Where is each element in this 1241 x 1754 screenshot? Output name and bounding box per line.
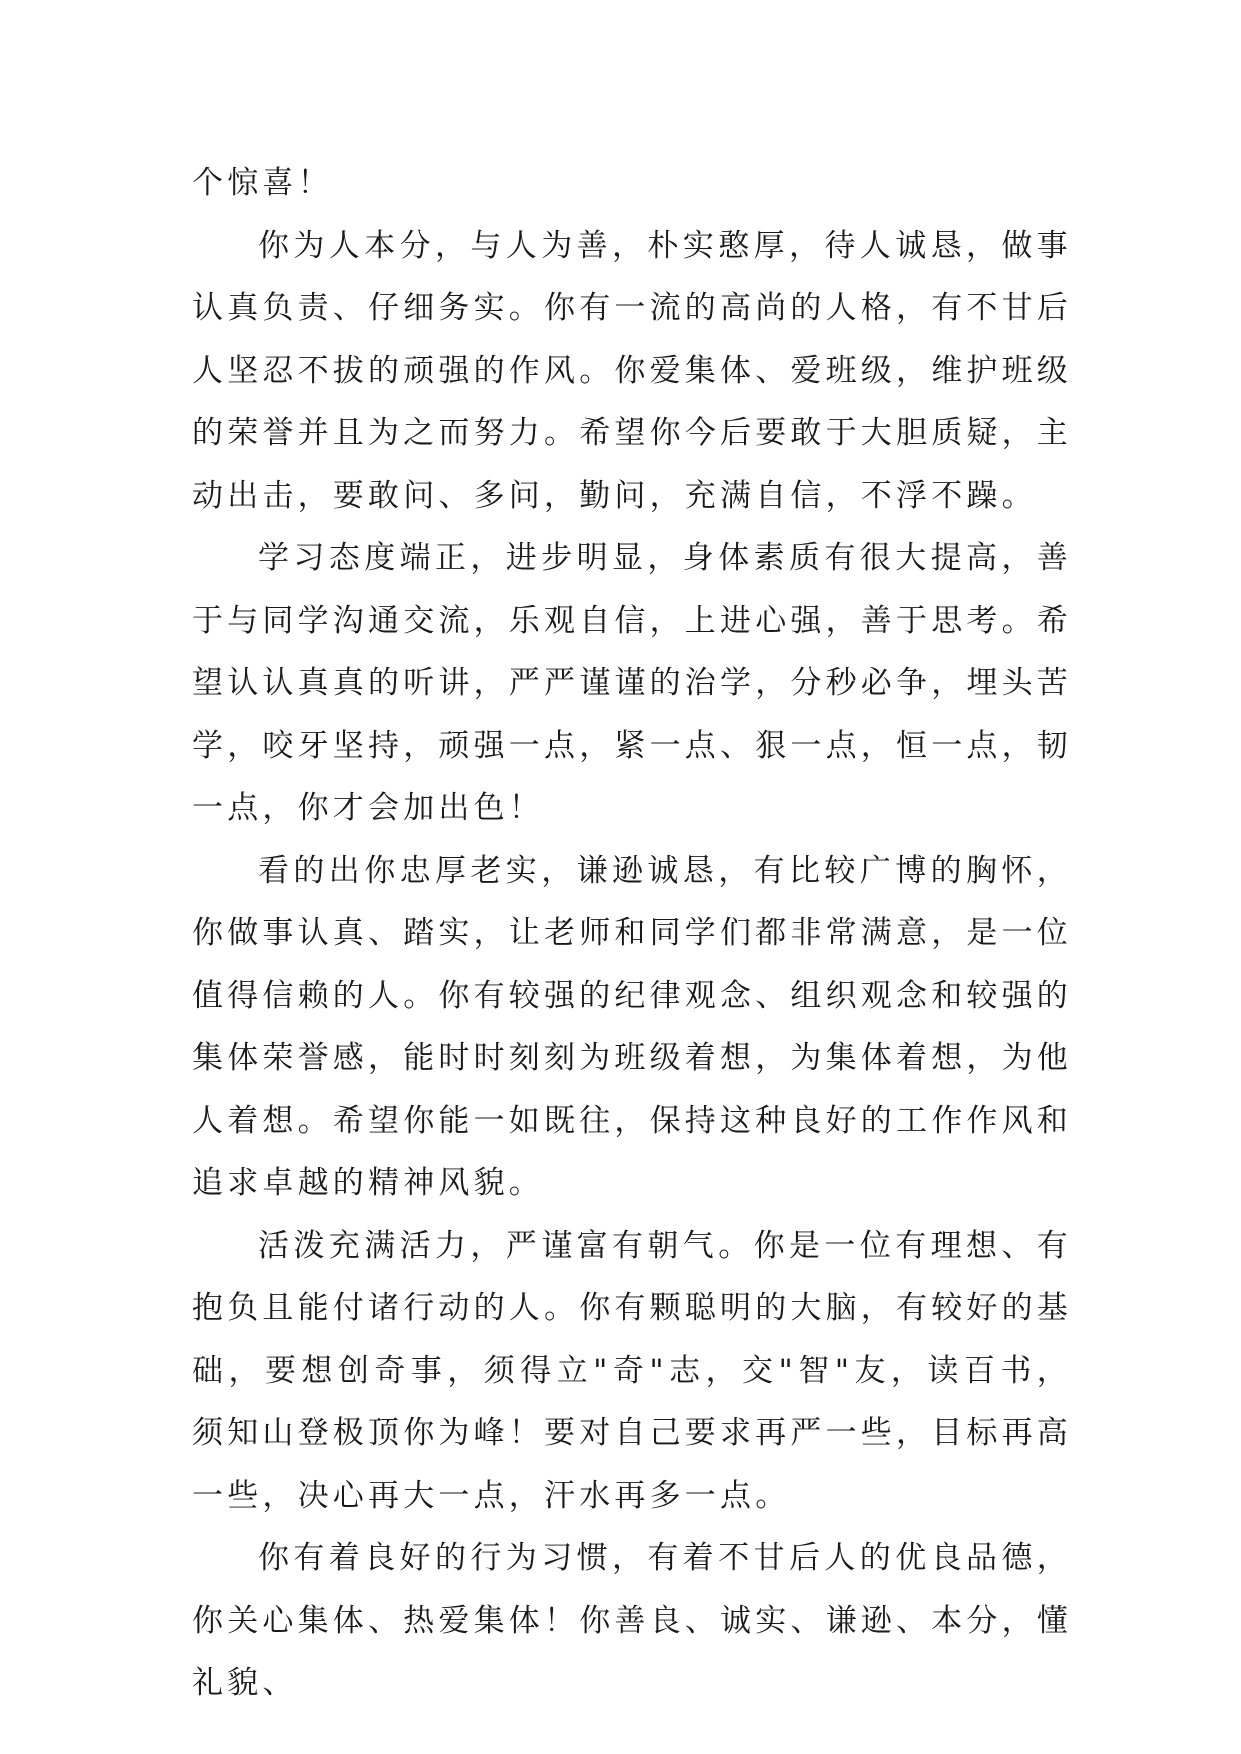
paragraph-1: 个惊喜！	[192, 165, 333, 201]
paragraph-4: 看的出你忠厚老实，谦逊诚恳，有比较广博的胸怀，你做事认真、踏实，让老师和同学们都非常满意，是一位值得信赖的人。你有较强的纪律观念、组织观念和较强的集体荣誉感，能时时刻刻为班级着想，为集体着想，为他人着想。希望你能一如既往，保持这种良好的工作作风和追求卓越的精神风貌。	[192, 852, 1072, 1201]
paragraph-6: 你有着良好的行为习惯，有着不甘后人的优良品德，你关心集体、热爱集体！你善良、诚实、谦逊、本分，懂礼貌、	[192, 1540, 1072, 1701]
document-body	[192, 152, 1072, 1715]
paragraph-2: 你为人本分，与人为善，朴实憨厚，待人诚恳，做事认真负责、仔细务实。你有一流的高尚的人格，有不甘后人坚忍不拔的顽强的作风。你爱集体、爱班级，维护班级的荣誉并且为之而努力。希望你今后要敢于大胆质疑，主动出击，要敢问、多问，勤问，充满自信，不浮不躁。	[192, 227, 1072, 514]
paragraph-5: 活泼充满活力，严谨富有朝气。你是一位有理想、有抱负且能付诸行动的人。你有颗聪明的大脑，有较好的基础，要想创奇事，须得立"奇"志，交"智"友，读百书，须知山登极顶你为峰！要对自己要求再严一些，目标再高一些，决心再大一点，汗水再多一点。	[192, 1227, 1072, 1514]
paragraph-3: 学习态度端正，进步明显，身体素质有很大提高，善于与同学沟通交流，乐观自信，上进心强，善于思考。希望认认真真的听讲，严严谨谨的治学，分秒必争，埋头苦学，咬牙坚持，顽强一点，紧一点、狠一点，恒一点，韧一点，你才会加出色！	[192, 540, 1072, 826]
